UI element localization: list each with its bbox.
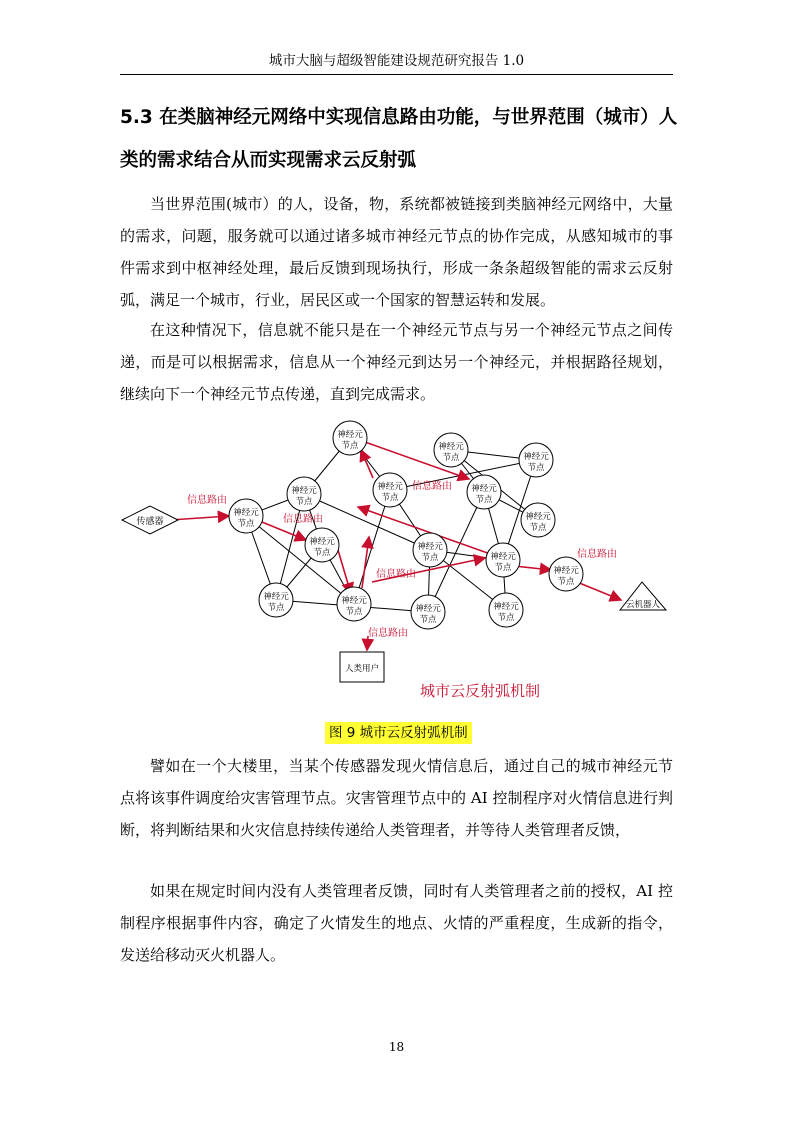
reflex-arc-diagram [110,412,680,712]
neuron-node [549,557,583,591]
node-label-line1: 神经元 [415,604,441,614]
robot-label: 云机器人 [625,600,661,610]
diagram-title: 城市云反射弧机制 [419,682,541,700]
figure-caption: 图 9 城市云反射弧机制 [325,722,472,744]
node-label-line2: 节点 [341,441,359,451]
running-header: 城市大脑与超级智能建设规范研究报告 1.0 [268,53,525,69]
node-label-line2: 节点 [419,615,437,625]
node-label-line2: 节点 [381,493,399,503]
neuron-node [519,443,553,477]
paragraph-1: 当世界范围(城市）的人，设备，物，系统都被链接到类脑神经元网络中，大量的需求，问题，服务就可以通过诸多城市神经元节点的协作完成，从感知城市的事件需求到中枢神经处理，最后反馈到现场执行，形成一条条超级智能的需求云反射弧，满足一个城市，行业，居民区或一个国家的智慧运转和发展。 [120,195,673,309]
neuron-node [337,587,371,621]
node-label-line2: 节点 [267,603,285,613]
neuron-node [373,473,407,507]
route-arrow [170,516,229,520]
route-arrow [362,537,369,588]
node-label-line1: 神经元 [417,542,443,552]
user-label: 人类用户 [344,664,380,674]
neuron-node [259,583,293,617]
node-label-line1: 神经元 [553,566,579,576]
node-label-line2: 节点 [442,453,460,463]
neuron-node [521,503,555,537]
neuron-node [489,593,523,627]
node-label-line2: 节点 [557,577,575,587]
node-label-line2: 节点 [527,463,545,473]
sensor-label: 传感器 [136,517,164,527]
neuron-node [411,595,445,629]
node-label-line2: 节点 [345,607,363,617]
node-label-line1: 神经元 [438,442,464,452]
route-label: 信息路由 [283,514,323,525]
node-label-line2: 节点 [475,495,493,505]
node-label-line1: 神经元 [291,486,317,496]
node-label-line1: 神经元 [493,602,519,612]
node-label-line2: 节点 [295,497,313,507]
neuron-node [467,475,501,509]
node-label-line1: 神经元 [525,512,551,522]
network-links [246,438,538,612]
node-label-line1: 神经元 [233,508,259,518]
route-links [170,442,621,650]
neuron-node [333,421,367,455]
neuron-node [413,533,447,567]
node-label-line1: 神经元 [337,430,363,440]
paragraph-4: 如果在规定时间内没有人类管理者反馈，同时有人类管理者之前的授权，AI 控制程序根据事件内容，确定了火情发生的地点、火情的严重程度，生成新的指令，发送给移动灭火机器人。 [120,882,673,964]
paragraph-2: 在这种情况下，信息就不能只是在一个神经元节点与另一个神经元节点之间传递，而是可以根据需求，信息从一个神经元到达另一个神经元，并根据路径规划，继续向下一个神经元节点传递，直到完成需求。 [120,321,673,403]
route-label: 信息路由 [187,495,227,506]
neuron-node [229,499,263,533]
node-label-line2: 节点 [494,563,512,573]
route-arrow [361,450,373,478]
node-label-line2: 节点 [421,553,439,563]
neuron-nodes [229,421,583,629]
page-number: 18 [388,1040,405,1054]
neuron-node [287,477,321,511]
node-label-line2: 节点 [497,613,515,623]
section-heading: 5.3 在类脑神经元网络中实现信息路由功能，与世界范围（城市）人类的需求结合从而实现需求云反射弧 [120,107,678,171]
node-label-line2: 节点 [237,519,255,529]
paragraph-3: 譬如在一个大楼里，当某个传感器发现火情信息后，通过自己的城市神经元节点将该事件调度给灾害管理节点。灾害管理节点中的 AI 控制程序对火情信息进行判断，将判断结果和火灾信息持续传递给人类管理者，并等待人类管理者反馈， [120,757,673,839]
node-label-line1: 神经元 [471,484,497,494]
node-label-line2: 节点 [313,548,331,558]
node-label-line1: 神经元 [490,552,516,562]
node-label-line2: 节点 [529,523,547,533]
route-label: 信息路由 [412,481,452,492]
neuron-node [486,543,520,577]
node-label-line1: 神经元 [309,537,335,547]
header-rule [120,74,673,75]
node-label-line1: 神经元 [263,592,289,602]
neuron-node [305,528,339,562]
node-label-line1: 神经元 [341,596,367,606]
node-label-line1: 神经元 [523,452,549,462]
neuron-node [434,433,468,467]
route-label: 信息路由 [577,549,617,560]
route-label: 信息路由 [376,569,416,580]
route-label: 信息路由 [368,628,408,639]
node-label-line1: 神经元 [377,482,403,492]
